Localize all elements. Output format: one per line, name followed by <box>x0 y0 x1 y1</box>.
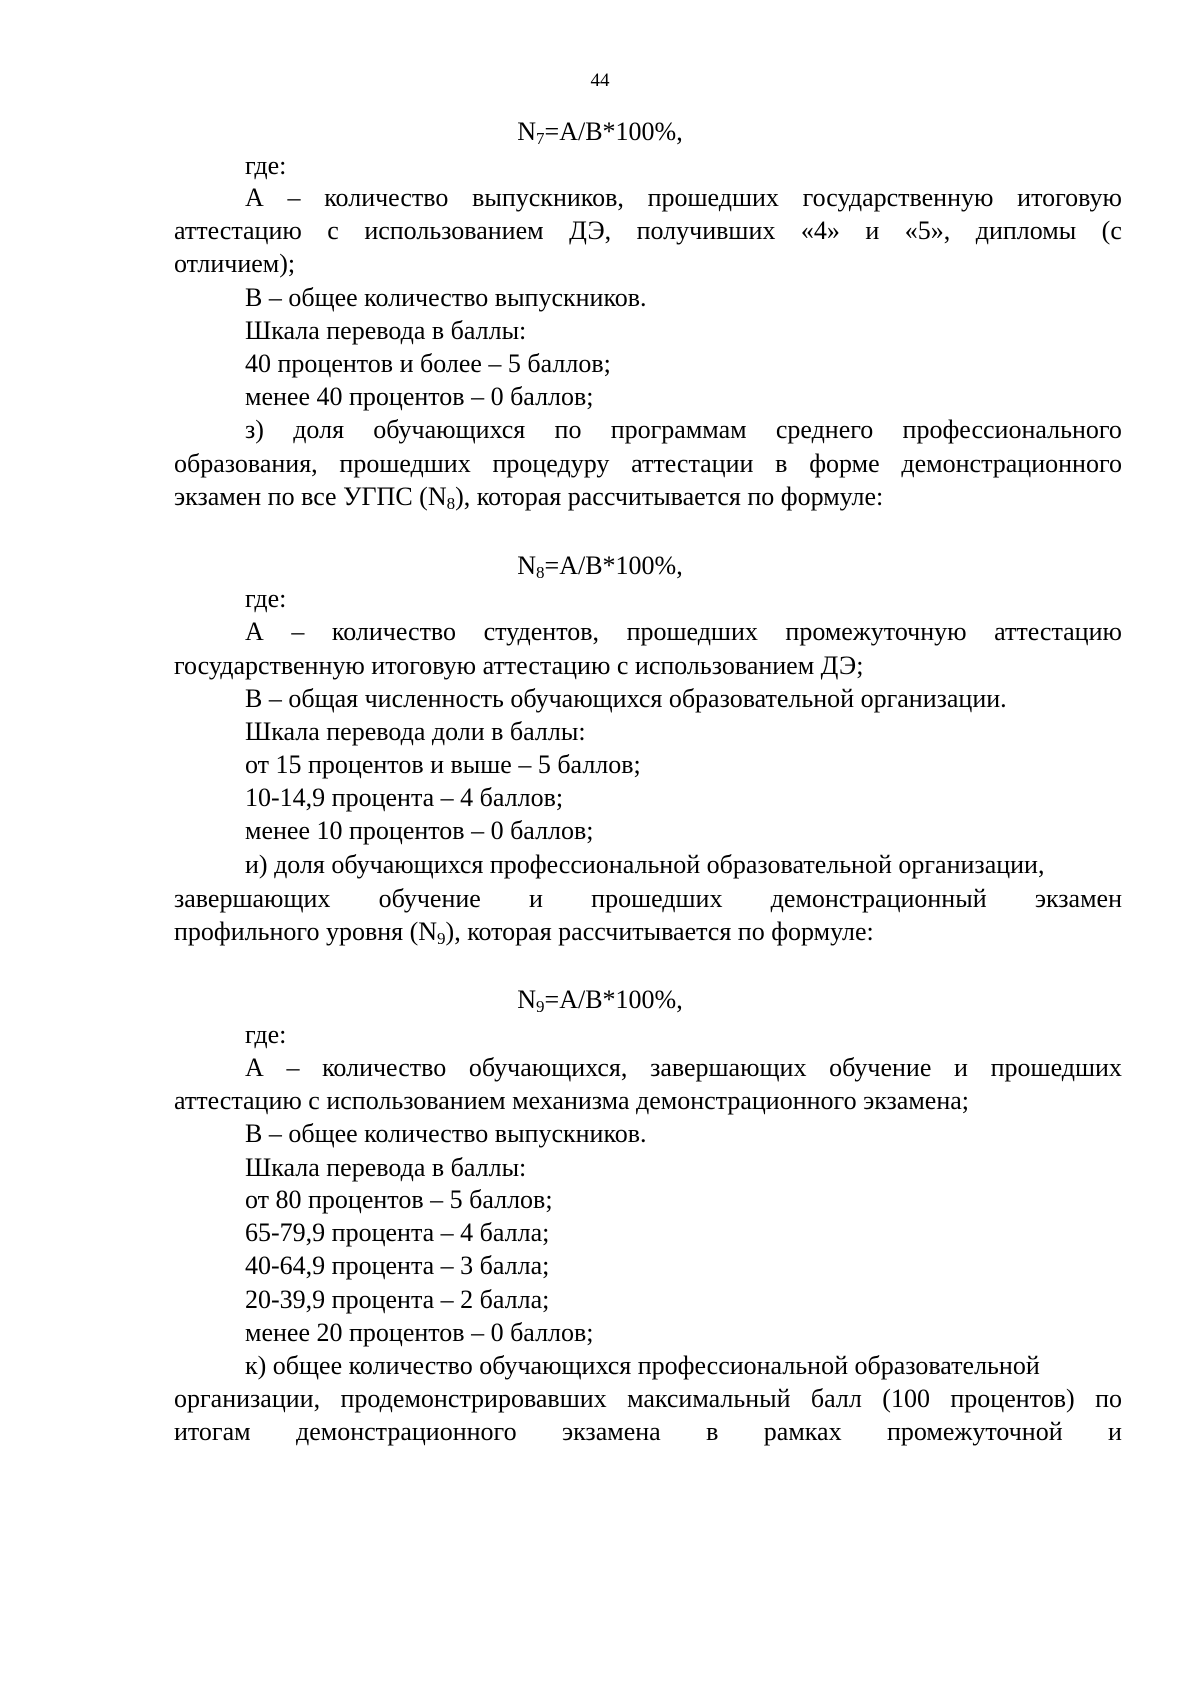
word: продемонстрировавших <box>340 1384 607 1413</box>
text-line: где: <box>245 584 287 613</box>
word: итогам <box>174 1417 251 1446</box>
word: максимальный <box>627 1384 791 1413</box>
text-line: 20-39,9 процента – 2 балла; <box>245 1285 550 1314</box>
text-line: Шкала перевода в баллы: <box>245 1153 527 1182</box>
text-line: государственную итоговую аттестацию с использованием ДЭ; <box>174 651 864 680</box>
formula-prefix: N <box>517 551 537 580</box>
word: в <box>775 449 788 478</box>
word: среднего <box>775 415 874 444</box>
formula-subscript: 7 <box>536 129 545 148</box>
text-line <box>245 1053 1122 1083</box>
word: форме <box>809 449 880 478</box>
word: «5», <box>904 216 951 245</box>
word: программам <box>610 415 747 444</box>
word: прошедших <box>339 449 471 478</box>
word: и <box>954 1053 968 1082</box>
text-line: менее 40 процентов – 0 баллов; <box>245 382 594 411</box>
word: балл <box>810 1384 862 1413</box>
text-line: аттестацию с использованием механизма демонстрационного экзамена; <box>174 1086 969 1115</box>
word: демонстрационный <box>770 884 987 913</box>
text-line: Шкала перевода доли в баллы: <box>245 717 586 746</box>
word: использованием <box>364 216 544 245</box>
subscript: 9 <box>437 929 446 948</box>
word: з) <box>245 415 264 444</box>
word: образования, <box>174 449 318 478</box>
word: – <box>286 1053 300 1082</box>
text-line <box>245 183 1122 213</box>
word: процентов) <box>950 1384 1075 1413</box>
word: дипломы <box>975 216 1077 245</box>
text-line <box>174 884 1122 914</box>
word: обучение <box>829 1053 932 1082</box>
subscript: 8 <box>446 494 456 513</box>
text-line <box>174 449 1122 479</box>
text-line <box>245 617 1122 647</box>
text-line: где: <box>245 151 287 180</box>
word: итоговую <box>1017 183 1122 212</box>
text-line: отличием); <box>174 249 296 278</box>
word: завершающих <box>174 884 331 913</box>
formula-prefix: N <box>517 985 537 1014</box>
text-line: менее 20 процентов – 0 баллов; <box>245 1318 594 1347</box>
text-line: к) общее количество обучающихся профессиональной образовательной <box>245 1351 1040 1380</box>
word: по <box>554 415 582 444</box>
formula-line <box>0 117 1200 147</box>
text-line <box>245 415 1122 445</box>
text-line <box>174 1384 1122 1414</box>
text-line: от 80 процентов – 5 баллов; <box>245 1185 553 1214</box>
word: количество <box>324 183 449 212</box>
word: государственную <box>802 183 994 212</box>
word: обучающихся <box>373 415 526 444</box>
word: прошедших <box>626 617 758 646</box>
word: – <box>287 183 301 212</box>
text-fragment: экзамен по все УГПС (N <box>174 482 447 511</box>
word: и <box>1108 1417 1122 1446</box>
word: экзамен <box>1034 884 1122 913</box>
word: прошедших <box>990 1053 1122 1082</box>
text-line: Шкала перевода в баллы: <box>245 316 527 345</box>
text-line: В – общее количество выпускников. <box>245 1119 647 1148</box>
text-line: где: <box>245 1020 287 1049</box>
word: процедуру <box>492 449 610 478</box>
word: выпускников, <box>472 183 624 212</box>
word: А <box>245 183 264 212</box>
word: и <box>529 884 543 913</box>
word: аттестации <box>631 449 754 478</box>
word: обучение <box>378 884 481 913</box>
text-line: 40 процентов и более – 5 баллов; <box>245 349 611 378</box>
word: обучающихся, <box>468 1053 628 1082</box>
word: получивших <box>636 216 776 245</box>
text-line: 10-14,9 процента – 4 баллов; <box>245 783 564 812</box>
word: промежуточной <box>886 1417 1063 1446</box>
formula-suffix: =A/B*100%, <box>544 551 683 580</box>
text-line <box>174 1417 1122 1447</box>
formula-suffix: =A/B*100%, <box>544 985 683 1014</box>
text-fragment: профильного уровня (N <box>174 917 438 946</box>
word: и <box>865 216 880 245</box>
word: (с <box>1101 216 1122 245</box>
formula-suffix: =A/B*100%, <box>544 117 683 146</box>
word: А <box>245 617 264 646</box>
word: экзамена <box>561 1417 661 1446</box>
word: ДЭ, <box>569 216 612 245</box>
word: в <box>706 1417 719 1446</box>
word: профессионального <box>902 415 1122 444</box>
word: завершающих <box>650 1053 807 1082</box>
word: демонстрационного <box>296 1417 517 1446</box>
word: прошедших <box>591 884 723 913</box>
formula-prefix: N <box>517 117 537 146</box>
word: – <box>291 617 305 646</box>
formula-subscript: 9 <box>536 997 545 1016</box>
text-line <box>174 482 883 512</box>
text-line: 65-79,9 процента – 4 балла; <box>245 1218 550 1247</box>
text-line <box>174 917 874 947</box>
formula-subscript: 8 <box>536 563 545 582</box>
text-fragment: ), которая рассчитывается по формуле: <box>445 917 874 946</box>
formula-line <box>0 551 1200 581</box>
text-line: от 15 процентов и выше – 5 баллов; <box>245 750 641 779</box>
word: организации, <box>174 1384 321 1413</box>
word: демонстрационного <box>901 449 1122 478</box>
word: доля <box>293 415 345 444</box>
word: промежуточную <box>785 617 967 646</box>
text-line: и) доля обучающихся профессиональной образовательной организации, <box>245 850 1045 879</box>
word: прошедших <box>647 183 779 212</box>
word: А <box>245 1053 264 1082</box>
text-line <box>174 216 1122 246</box>
text-line: менее 10 процентов – 0 баллов; <box>245 816 594 845</box>
page-number: 44 <box>590 70 610 91</box>
text-line: В – общее количество выпускников. <box>245 283 647 312</box>
word: студентов, <box>483 617 599 646</box>
word: аттестацию <box>174 216 302 245</box>
text-line: В – общая численность обучающихся образовательной организации. <box>245 684 1007 713</box>
word: аттестацию <box>994 617 1122 646</box>
word: «4» <box>800 216 840 245</box>
text-line: 40-64,9 процента – 3 балла; <box>245 1251 550 1280</box>
text-fragment: ), которая рассчитывается по формуле: <box>455 482 884 511</box>
formula-line <box>0 985 1200 1015</box>
word: с <box>327 216 339 245</box>
word: рамках <box>763 1417 842 1446</box>
word: количество <box>322 1053 447 1082</box>
word: по <box>1095 1384 1122 1413</box>
word: количество <box>331 617 457 646</box>
word: (100 <box>882 1384 930 1413</box>
